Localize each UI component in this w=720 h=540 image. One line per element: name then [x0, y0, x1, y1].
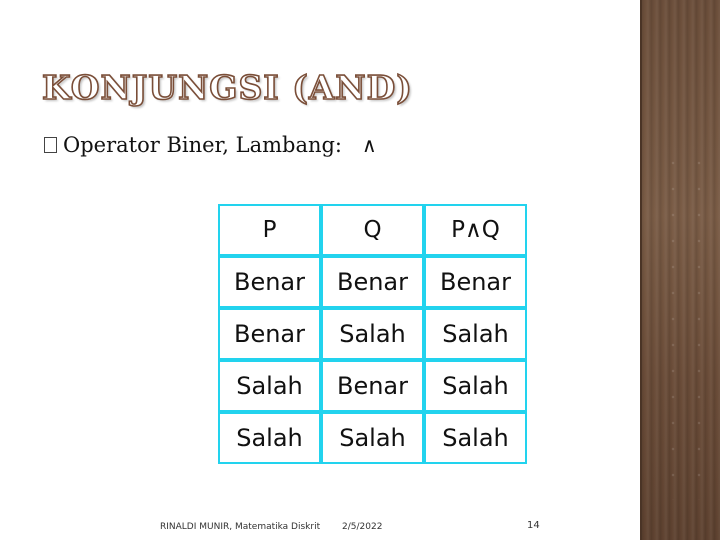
- table-cell: Benar: [424, 256, 527, 308]
- table-cell: Salah: [424, 360, 527, 412]
- table-cell: Salah: [218, 360, 321, 412]
- bullet-item: [44, 133, 377, 157]
- table-row: [218, 256, 527, 308]
- bullet-icon: [44, 137, 57, 153]
- table-row: [218, 308, 527, 360]
- table-cell: Benar: [218, 256, 321, 308]
- table-cell: Salah: [321, 308, 424, 360]
- table-cell: Salah: [218, 412, 321, 464]
- header-cell: P∧Q: [424, 204, 527, 256]
- table-cell: Benar: [321, 360, 424, 412]
- bullet-text: Operator Biner, Lambang:: [63, 133, 343, 157]
- header-cell: Q: [321, 204, 424, 256]
- table-cell: Salah: [321, 412, 424, 464]
- table-header-row: [218, 204, 527, 256]
- page-number: 14: [527, 520, 540, 531]
- wood-texture: [660, 150, 710, 500]
- slide-title: KONJUNGSI (AND): [42, 68, 413, 107]
- and-symbol: ∧: [362, 133, 377, 157]
- header-cell: P: [218, 204, 321, 256]
- table-cell: Salah: [424, 412, 527, 464]
- table-row: [218, 360, 527, 412]
- table-cell: Benar: [321, 256, 424, 308]
- footer-date: 2/5/2022: [342, 522, 383, 532]
- table-cell: Salah: [424, 308, 527, 360]
- table-row: [218, 412, 527, 464]
- table-cell: Benar: [218, 308, 321, 360]
- footer-author: RINALDI MUNIR, Matematika Diskrit: [160, 522, 321, 532]
- truth-table: [218, 204, 527, 464]
